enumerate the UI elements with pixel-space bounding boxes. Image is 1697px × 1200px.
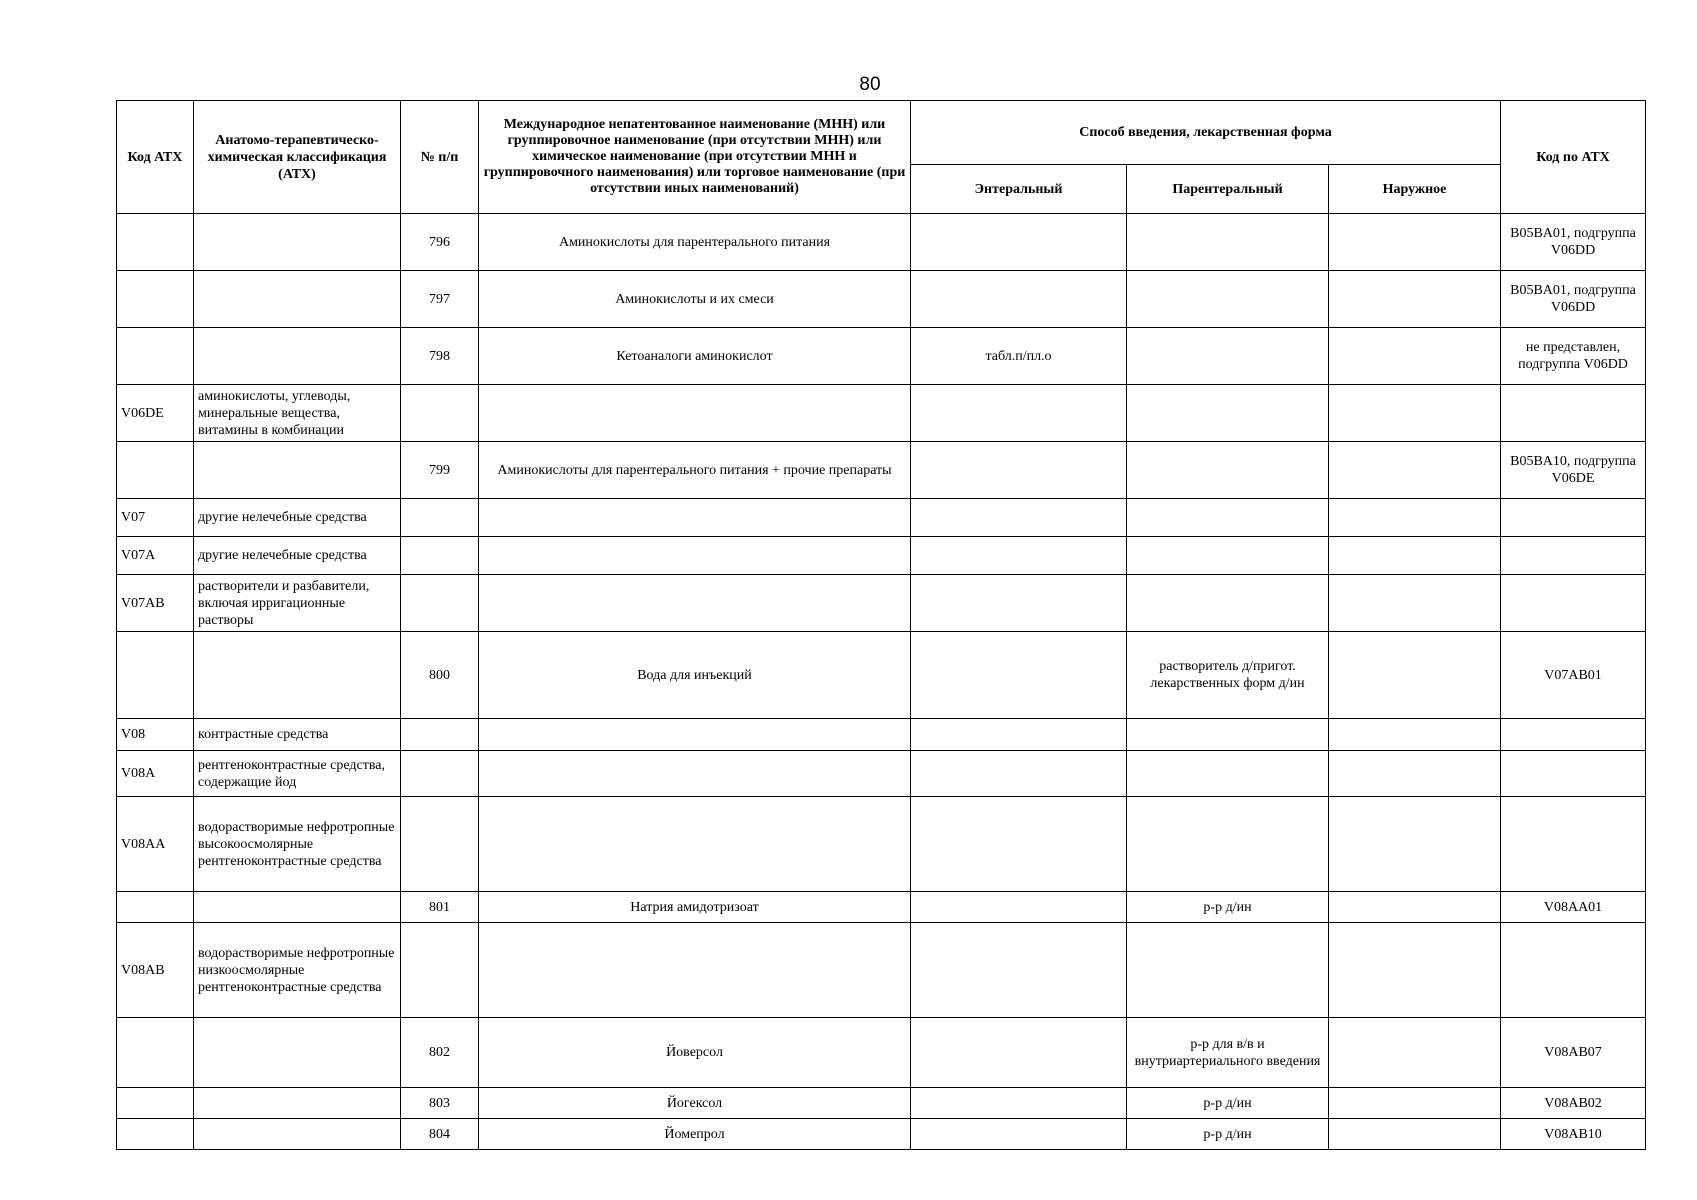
row-parenteral: [1127, 751, 1329, 797]
row-classification: [194, 271, 401, 328]
table-row: [117, 1018, 1646, 1088]
table-row: [117, 271, 1646, 328]
row-enteral: [911, 923, 1127, 1018]
row-classification: растворители и разбавители, включая ирригационные растворы: [194, 575, 401, 632]
row-number: [401, 499, 479, 537]
row-name: Йогексол: [479, 1088, 911, 1119]
table-body: [117, 214, 1646, 1150]
table-row: [117, 923, 1646, 1018]
row-number: [401, 385, 479, 442]
row-name: Аминокислоты для парентерального питания: [479, 214, 911, 271]
table-row: [117, 751, 1646, 797]
row-external: [1329, 214, 1501, 271]
row-enteral: [911, 442, 1127, 499]
row-code: [117, 1018, 194, 1088]
row-atx-code: [1501, 575, 1646, 632]
row-number: 803: [401, 1088, 479, 1119]
table-row: [117, 892, 1646, 923]
row-code: [117, 632, 194, 719]
row-code: V06DE: [117, 385, 194, 442]
row-code: V08AA: [117, 797, 194, 892]
row-classification: [194, 1018, 401, 1088]
row-name: Аминокислоты для парентерального питания + прочие препараты: [479, 442, 911, 499]
row-external: [1329, 328, 1501, 385]
row-parenteral: р-р д/ин: [1127, 1119, 1329, 1150]
row-name: [479, 923, 911, 1018]
row-code: [117, 1119, 194, 1150]
row-external: [1329, 751, 1501, 797]
table-header: [117, 101, 1646, 214]
row-classification: рентгеноконтрастные средства, содержащие йод: [194, 751, 401, 797]
row-name: Аминокислоты и их смеси: [479, 271, 911, 328]
row-name: [479, 719, 911, 751]
row-parenteral: р-р для в/в и внутриартериального введения: [1127, 1018, 1329, 1088]
row-parenteral: [1127, 442, 1329, 499]
row-parenteral: [1127, 923, 1329, 1018]
row-name: [479, 575, 911, 632]
row-enteral: [911, 719, 1127, 751]
row-atx-code: B05BA01, подгруппа V06DD: [1501, 271, 1646, 328]
row-code: [117, 1088, 194, 1119]
row-code: [117, 892, 194, 923]
row-enteral: [911, 537, 1127, 575]
row-atx-code: B05BA01, подгруппа V06DD: [1501, 214, 1646, 271]
row-name: [479, 385, 911, 442]
header-parenteral: Парентеральный: [1127, 165, 1329, 214]
row-enteral: [911, 892, 1127, 923]
row-classification: [194, 892, 401, 923]
row-name: Натрия амидотризоат: [479, 892, 911, 923]
table-row: [117, 328, 1646, 385]
row-name: Йоверсол: [479, 1018, 911, 1088]
header-code: Код АТХ: [117, 101, 194, 214]
row-external: [1329, 797, 1501, 892]
row-atx-code: V08AA01: [1501, 892, 1646, 923]
row-number: [401, 575, 479, 632]
row-classification: [194, 328, 401, 385]
row-atx-code: [1501, 751, 1646, 797]
row-enteral: [911, 632, 1127, 719]
row-name: Вода для инъекций: [479, 632, 911, 719]
header-atx-code: Код по АТХ: [1501, 101, 1646, 214]
header-classification: Анатомо-терапевтическо-химическая классификация (АТХ): [194, 101, 401, 214]
row-external: [1329, 537, 1501, 575]
row-parenteral: [1127, 719, 1329, 751]
row-code: [117, 214, 194, 271]
row-atx-code: V08AB07: [1501, 1018, 1646, 1088]
row-external: [1329, 499, 1501, 537]
row-external: [1329, 632, 1501, 719]
row-external: [1329, 385, 1501, 442]
row-classification: водорастворимые нефротропные низкоосмолярные рентгеноконтрастные средства: [194, 923, 401, 1018]
row-number: 798: [401, 328, 479, 385]
row-parenteral: [1127, 499, 1329, 537]
row-parenteral: [1127, 385, 1329, 442]
row-enteral: [911, 1088, 1127, 1119]
row-enteral: [911, 499, 1127, 537]
row-classification: [194, 1088, 401, 1119]
row-number: 802: [401, 1018, 479, 1088]
row-atx-code: [1501, 385, 1646, 442]
row-name: [479, 537, 911, 575]
table-row: [117, 719, 1646, 751]
header-number: № п/п: [401, 101, 479, 214]
row-classification: аминокислоты, углеводы, минеральные вещества, витамины в комбинации: [194, 385, 401, 442]
table-row: [117, 385, 1646, 442]
row-external: [1329, 1119, 1501, 1150]
row-classification: [194, 632, 401, 719]
row-atx-code: V07AB01: [1501, 632, 1646, 719]
row-atx-code: [1501, 499, 1646, 537]
row-name: [479, 751, 911, 797]
row-external: [1329, 719, 1501, 751]
table-row: [117, 214, 1646, 271]
row-number: 797: [401, 271, 479, 328]
row-enteral: [911, 271, 1127, 328]
row-parenteral: растворитель д/пригот. лекарственных форм д/ин: [1127, 632, 1329, 719]
row-enteral: [911, 1119, 1127, 1150]
row-atx-code: [1501, 537, 1646, 575]
row-name: Кетоаналоги аминокислот: [479, 328, 911, 385]
row-classification: [194, 214, 401, 271]
row-number: [401, 797, 479, 892]
page-number: 80: [859, 74, 881, 95]
header-route-group: Способ введения, лекарственная форма: [911, 101, 1501, 165]
table-row: [117, 632, 1646, 719]
row-atx-code: [1501, 797, 1646, 892]
row-number: 801: [401, 892, 479, 923]
row-parenteral: [1127, 271, 1329, 328]
row-classification: [194, 442, 401, 499]
atx-table: [116, 100, 1646, 1150]
row-enteral: [911, 751, 1127, 797]
row-external: [1329, 1088, 1501, 1119]
row-number: 804: [401, 1119, 479, 1150]
row-code: V08AB: [117, 923, 194, 1018]
row-external: [1329, 575, 1501, 632]
row-atx-code: [1501, 719, 1646, 751]
table-row: [117, 537, 1646, 575]
row-number: 799: [401, 442, 479, 499]
row-enteral: [911, 797, 1127, 892]
row-parenteral: [1127, 537, 1329, 575]
row-external: [1329, 271, 1501, 328]
row-number: [401, 751, 479, 797]
row-name: [479, 797, 911, 892]
row-code: V08A: [117, 751, 194, 797]
row-external: [1329, 442, 1501, 499]
row-name: Йомепрол: [479, 1119, 911, 1150]
row-parenteral: [1127, 797, 1329, 892]
row-parenteral: [1127, 328, 1329, 385]
row-name: [479, 499, 911, 537]
row-enteral: [911, 1018, 1127, 1088]
row-atx-code: [1501, 923, 1646, 1018]
row-enteral: [911, 214, 1127, 271]
table-row: [117, 499, 1646, 537]
row-enteral: [911, 385, 1127, 442]
header-name: Международное непатентованное наименование (МНН) или группировочное наименование (при отсутствии МНН) или химическое наименование (при отсутствии МНН и группировочного наименования) или торговое наименование (при отсутствии иных наименований): [479, 101, 911, 214]
row-external: [1329, 1018, 1501, 1088]
row-classification: [194, 1119, 401, 1150]
row-classification: другие нелечебные средства: [194, 537, 401, 575]
row-parenteral: р-р д/ин: [1127, 892, 1329, 923]
row-classification: другие нелечебные средства: [194, 499, 401, 537]
row-code: [117, 328, 194, 385]
row-code: V08: [117, 719, 194, 751]
table-row: [117, 1088, 1646, 1119]
row-classification: контрастные средства: [194, 719, 401, 751]
table-row: [117, 575, 1646, 632]
row-enteral: табл.п/пл.о: [911, 328, 1127, 385]
row-atx-code: V08AB02: [1501, 1088, 1646, 1119]
row-number: [401, 719, 479, 751]
row-code: V07: [117, 499, 194, 537]
row-atx-code: не представлен, подгруппа V06DD: [1501, 328, 1646, 385]
row-number: [401, 537, 479, 575]
row-code: V07AB: [117, 575, 194, 632]
row-parenteral: [1127, 575, 1329, 632]
header-enteral: Энтеральный: [911, 165, 1127, 214]
row-atx-code: V08AB10: [1501, 1119, 1646, 1150]
row-classification: водорастворимые нефротропные высокоосмолярные рентгеноконтрастные средства: [194, 797, 401, 892]
row-code: [117, 271, 194, 328]
row-number: 796: [401, 214, 479, 271]
row-atx-code: B05BA10, подгруппа V06DE: [1501, 442, 1646, 499]
row-enteral: [911, 575, 1127, 632]
row-number: 800: [401, 632, 479, 719]
row-code: [117, 442, 194, 499]
table-row: [117, 442, 1646, 499]
table-row: [117, 1119, 1646, 1150]
row-code: V07A: [117, 537, 194, 575]
table-row: [117, 797, 1646, 892]
row-parenteral: [1127, 214, 1329, 271]
header-external: Наружное: [1329, 165, 1501, 214]
row-parenteral: р-р д/ин: [1127, 1088, 1329, 1119]
row-external: [1329, 892, 1501, 923]
row-external: [1329, 923, 1501, 1018]
row-number: [401, 923, 479, 1018]
